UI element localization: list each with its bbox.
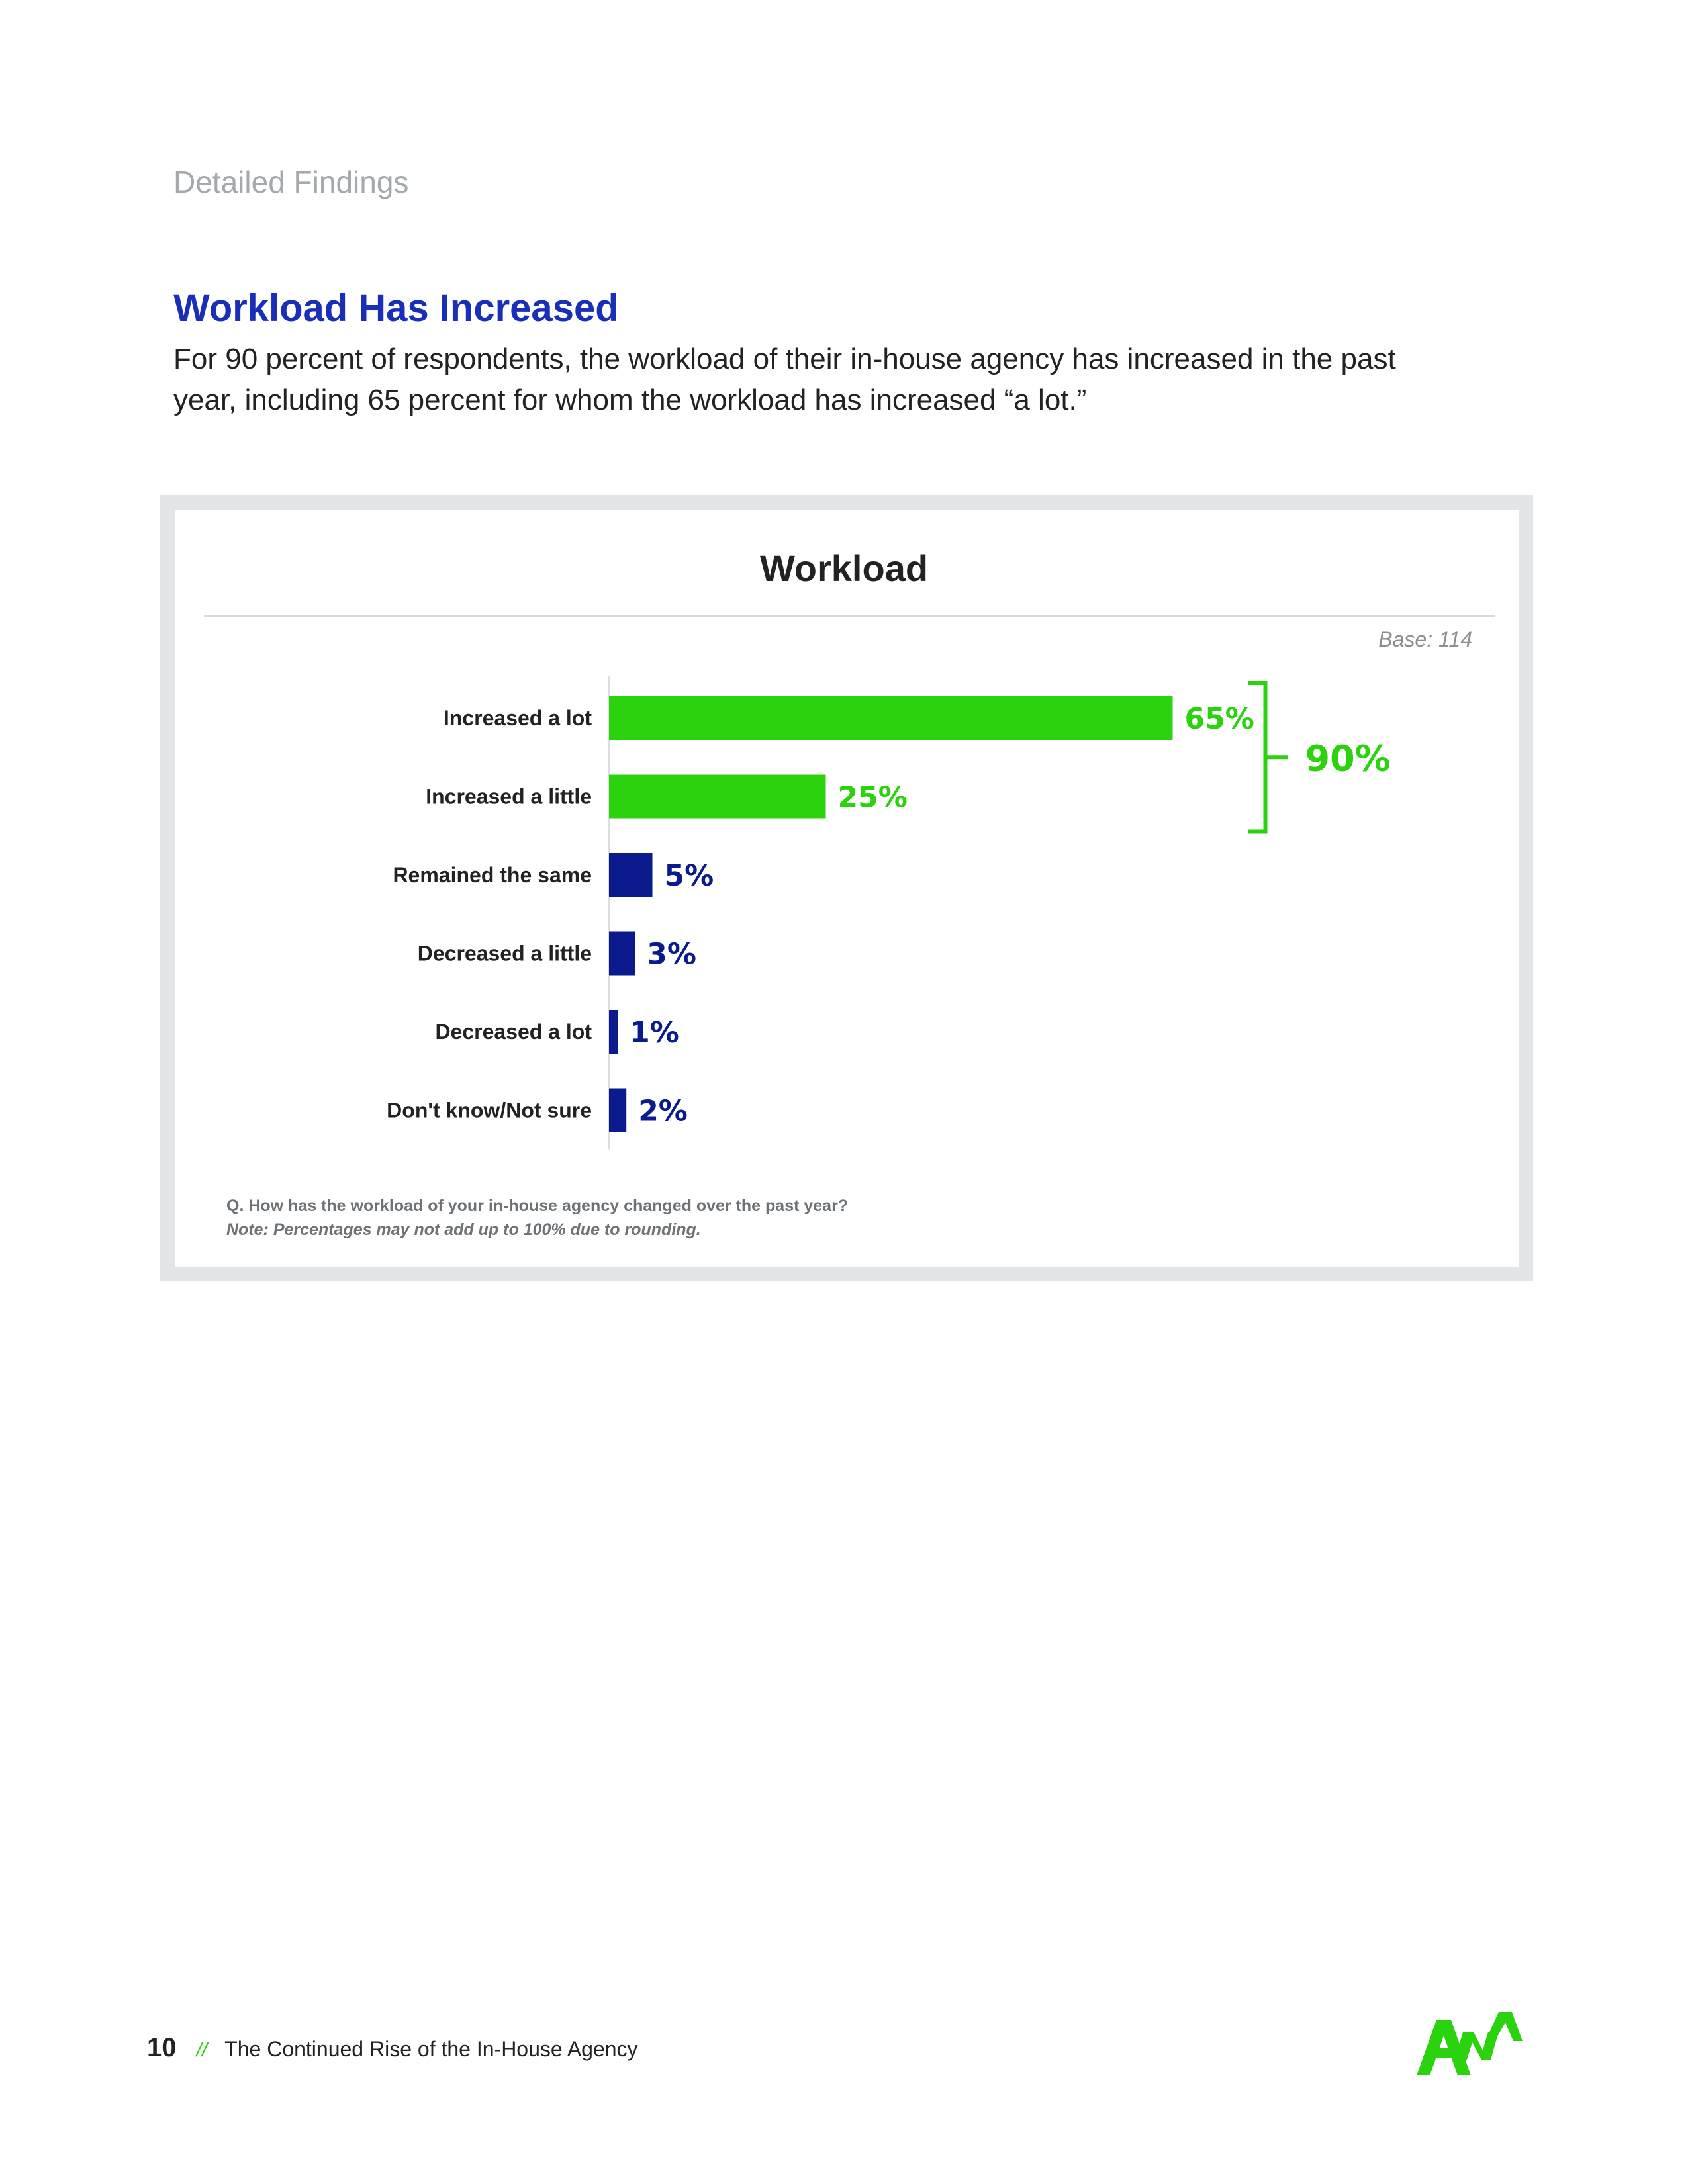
bar-5: [609, 1089, 626, 1132]
category-label-5: Don't know/Not sure: [387, 1098, 592, 1122]
value-label-1: 25%: [837, 780, 908, 815]
category-label-0: Increased a lot: [443, 706, 592, 730]
page-headline: Workload Has Increased: [173, 287, 619, 330]
bar-1: [609, 775, 826, 819]
chart-title: Workload: [759, 547, 929, 589]
survey-question: Q. How has the workload of your in-house agency changed over the past year?: [226, 1197, 849, 1215]
page-number: 10: [147, 2033, 177, 2062]
bar-2: [609, 853, 653, 897]
value-label-4: 1%: [630, 1016, 679, 1050]
value-label-5: 2%: [638, 1094, 688, 1128]
bar-4: [609, 1010, 618, 1054]
value-label-3: 3%: [647, 937, 697, 972]
value-label-2: 5%: [664, 859, 714, 893]
publication-title: The Continued Rise of the In-House Agency: [224, 2037, 638, 2061]
bar-3: [609, 932, 635, 976]
category-label-4: Decreased a lot: [435, 1020, 592, 1044]
category-label-2: Remained the same: [393, 863, 592, 887]
ana-logo: [1417, 2012, 1523, 2078]
category-label-3: Decreased a little: [417, 941, 592, 966]
footer-separator: //: [196, 2039, 208, 2061]
category-label-1: Increased a little: [426, 784, 592, 809]
base-label: Base: 114: [1378, 627, 1472, 651]
bar-0: [609, 696, 1173, 740]
section-label: Detailed Findings: [173, 165, 409, 199]
intro-paragraph: For 90 percent of respondents, the workload of their in-house agency has increased in the past year, including 65 percent for whom the workload has increased “a lot.”: [173, 343, 1396, 416]
value-label-0: 65%: [1184, 702, 1254, 736]
rounding-note: Note: Percentages may not add up to 100% due to rounding.: [226, 1220, 701, 1239]
bracket-total-label: 90%: [1305, 737, 1391, 780]
page-footer: [147, 2033, 638, 2063]
